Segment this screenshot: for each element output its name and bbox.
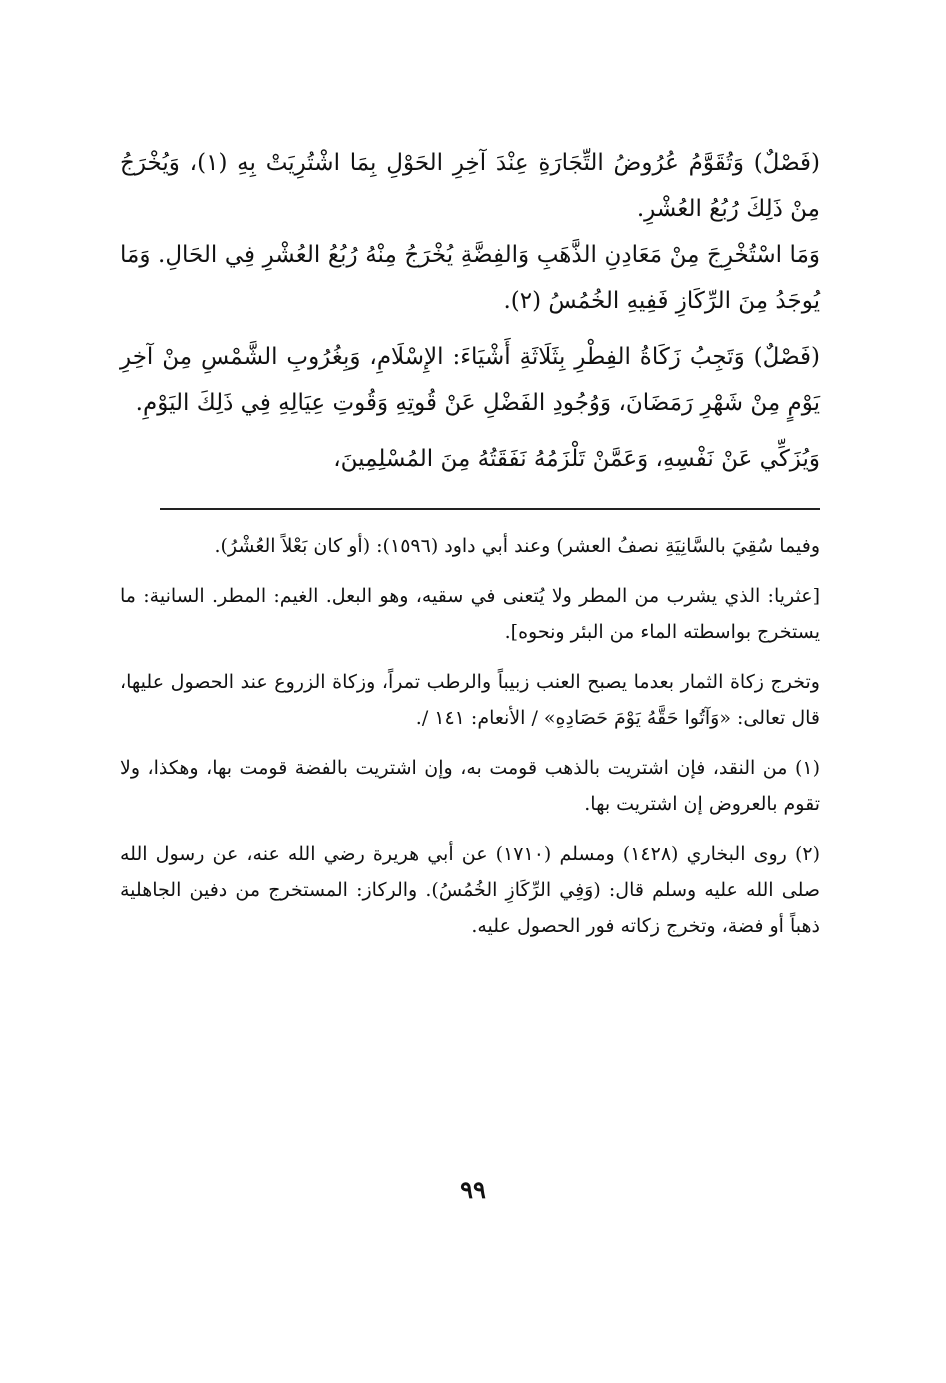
footnote-1: (١) من النقد، فإن اشتريت بالذهب قومت به، وإن اشتريت بالفضة قومت بها، وهكذا، ولا تقوم بالعروض إن اشتريت بها. — [120, 757, 820, 815]
page-number: ٩٩ — [460, 1175, 486, 1204]
main-text — [120, 140, 820, 482]
footnote-divider — [160, 508, 820, 510]
footnote-continuation: وفيما سُقِيَ بالسَّانِيَةِ نصفُ العشر) وعند أبي داود (١٥٩٦): (أو كان بَعْلاً العُشْرُ). — [214, 535, 820, 557]
page-content — [120, 140, 820, 958]
footnote-glossary: [عثريا: الذي يشرب من المطر ولا يُتعنى في سقيه، وهو البعل. الغيم: المطر. السانية: ما يستخرج بواسطته الماء من البئر ونحوه]. — [120, 585, 820, 643]
footnotes — [120, 528, 820, 944]
paragraph-trade-goods: (فَصْلٌ) وَتُقَوَّمُ عُرُوضُ التِّجَارَةِ عِنْدَ آخِرِ الحَوْلِ بِمَا اشْتُرِيَتْ بِهِ (١)، وَيُخْرَجُ مِنْ ذَلِكَ رُبُعُ العُشْرِ. — [120, 150, 821, 222]
paragraph-zakat-fitr: (فَصْلٌ) وَتَجِبُ زَكَاةُ الفِطْرِ بِثَلَاثَةِ أَشْيَاءَ: الإِسْلَامِ، وَبِغُرُوبِ الشَّمْسِ مِنْ آخِرِ يَوْمٍ مِنْ شَهْرِ رَمَضَانَ، وَوُجُودِ الفَضْلِ عَنْ قُوتِهِ وَقُوتِ عِيَالِهِ فِي ذَلِكَ اليَوْمِ. — [120, 344, 820, 416]
footnote-2: (٢) روى البخاري (١٤٢٨) ومسلم (١٧١٠) عن أبي هريرة رضي الله عنه، عن رسول الله صلى الله عليه وسلم قال: (وَفِي الرِّكَازِ الخُمُسُ). والركاز: المستخرج من دفين الجاهلية ذهباً أو فضة، وتخرج زكاته فور الحصول عليه. — [120, 843, 820, 937]
paragraph-dependents: وَيُزَكِّي عَنْ نَفْسِهِ، وَعَمَّنْ تَلْزَمُهُ نَفَقَتُهُ مِنَ المُسْلِمِينَ، — [333, 446, 820, 472]
paragraph-minerals: وَمَا اسْتُخْرِجَ مِنْ مَعَادِنِ الذَّهَبِ وَالفِضَّةِ يُخْرَجُ مِنْهُ رُبُعُ العُشْرِ فِي الحَالِ. وَمَا يُوجَدُ مِنَ الرِّكَازِ فَفِيهِ الخُمُسُ (٢). — [120, 242, 820, 314]
footnote-harvest: وتخرج زكاة الثمار بعدما يصبح العنب زبيباً والرطب تمراً، وزكاة الزروع عند الحصول عليها، قال تعالى: «وَآتُوا حَقَّهُ يَوْمَ حَصَادِهِ» / الأنعام: ١٤١ /. — [120, 671, 820, 729]
